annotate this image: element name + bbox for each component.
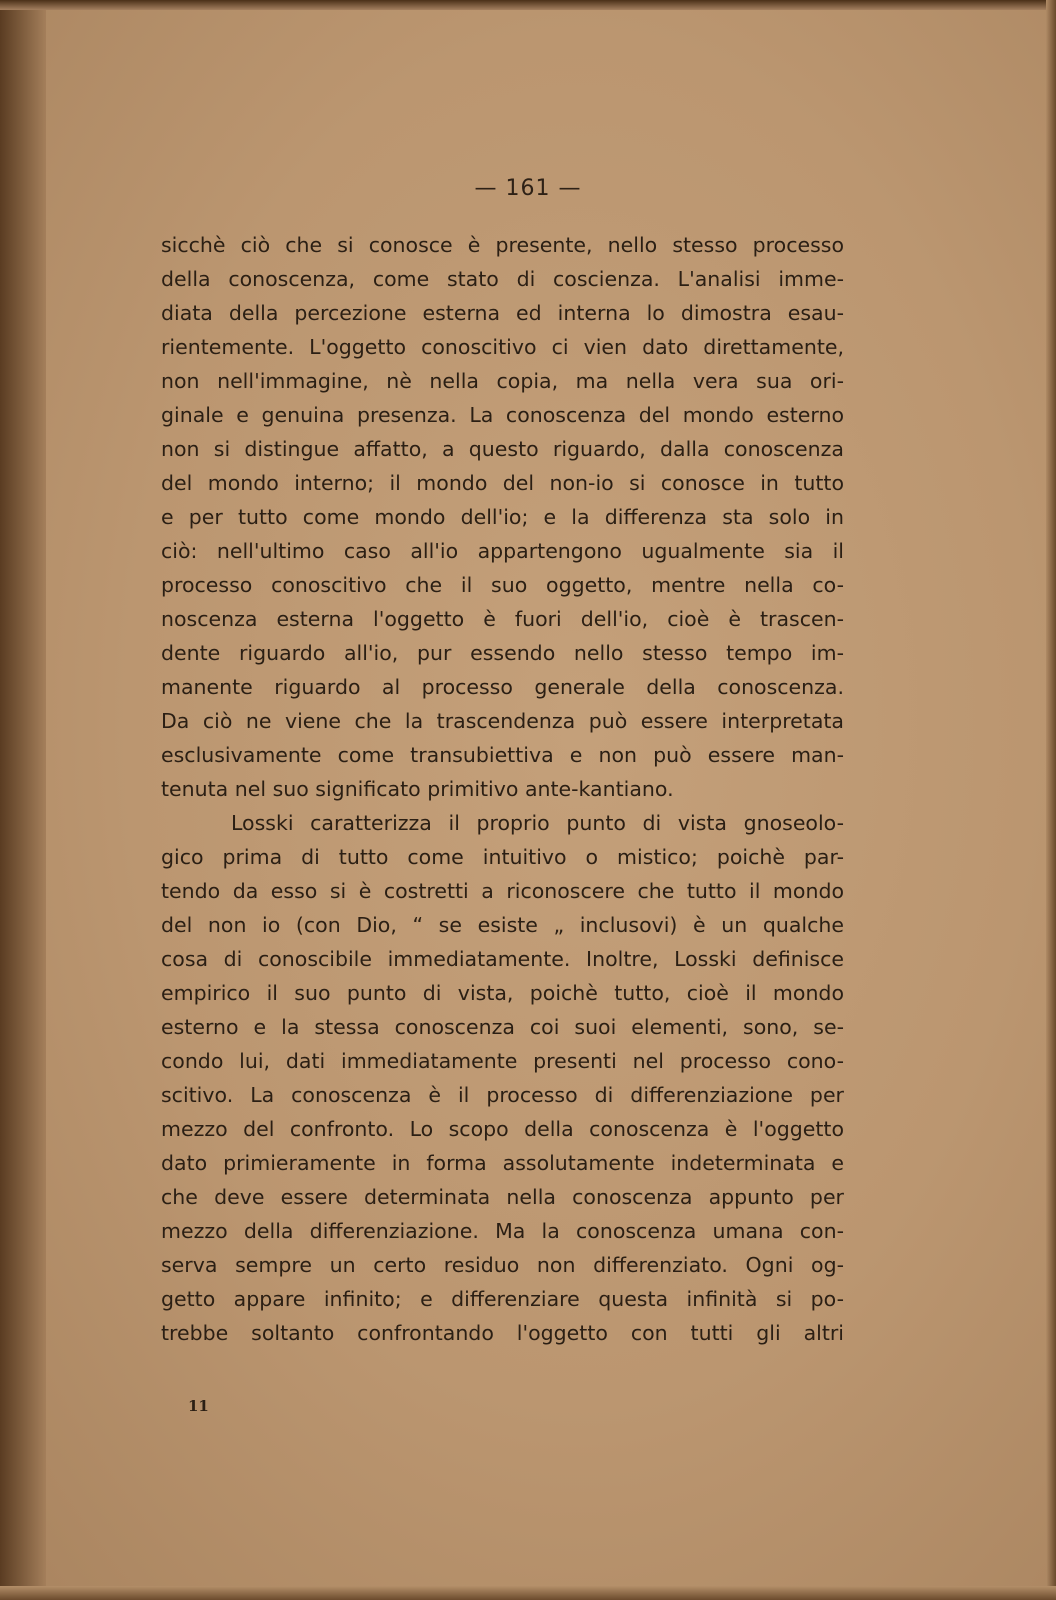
text-line: del mondo interno; il mondo del non-io si conosce in tutto: [161, 471, 844, 495]
page-right-edge: [1046, 0, 1056, 1600]
text-line: esclusivamente come transubiettiva e non può essere man-: [161, 743, 844, 767]
text-line: dente riguardo all'io, pur essendo nello stesso tempo im-: [161, 641, 844, 665]
text-line: non nell'immagine, nè nella copia, ma nella vera sua ori-: [161, 369, 844, 393]
text-line: dato primieramente in forma assolutamente indeterminata e: [161, 1151, 844, 1175]
text-line: rientemente. L'oggetto conoscitivo ci vien dato direttamente,: [161, 335, 844, 359]
text-line: del non io (con Dio, “ se esiste „ inclusovi) è un qualche: [161, 913, 844, 937]
text-line: sicchè ciò che si conosce è presente, nello stesso processo: [161, 233, 844, 257]
text-line: ciò: nell'ultimo caso all'io appartengono ugualmente sia il: [161, 539, 844, 563]
text-line: tenuta nel suo significato primitivo ante-kantiano.: [161, 777, 674, 801]
text-line: serva sempre un certo residuo non differenziato. Ogni og-: [161, 1253, 844, 1277]
text-line: manente riguardo al processo generale della conoscenza.: [161, 675, 844, 699]
text-line: esterno e la stessa conoscenza coi suoi elementi, sono, se-: [161, 1015, 844, 1039]
body-text: [161, 228, 844, 1350]
text-line: Losski caratterizza il proprio punto di vista gnoseolo-: [231, 811, 844, 835]
paragraph-1: [161, 228, 844, 806]
text-line: condo lui, dati immediatamente presenti nel processo cono-: [161, 1049, 844, 1073]
text-line: trebbe soltanto confrontando l'oggetto con tutti gli altri: [161, 1321, 844, 1345]
page-bottom-edge: [0, 1586, 1056, 1600]
page-number: — 161 —: [474, 176, 582, 201]
text-line: diata della percezione esterna ed interna lo dimostra esau-: [161, 301, 844, 325]
text-line: ginale e genuina presenza. La conoscenza del mondo esterno: [161, 403, 844, 427]
text-line: Da ciò ne viene che la trascendenza può essere interpretata: [161, 709, 844, 733]
text-line: e per tutto come mondo dell'io; e la differenza sta solo in: [161, 505, 844, 529]
text-line: noscenza esterna l'oggetto è fuori dell'io, cioè è trascen-: [161, 607, 844, 631]
text-line: che deve essere determinata nella conoscenza appunto per: [161, 1185, 844, 1209]
paragraph-2: [161, 806, 844, 1350]
page-top-edge: [0, 0, 1056, 10]
text-line: tendo da esso si è costretti a riconoscere che tutto il mondo: [161, 879, 844, 903]
text-line: mezzo del confronto. Lo scopo della conoscenza è l'oggetto: [161, 1117, 844, 1141]
text-line: getto appare infinito; e differenziare questa infinità si po-: [161, 1287, 844, 1311]
text-line: non si distingue affatto, a questo riguardo, dalla conoscenza: [161, 437, 844, 461]
text-line: mezzo della differenziazione. Ma la conoscenza umana con-: [161, 1219, 844, 1243]
page-binding-edge: [0, 0, 46, 1600]
text-line: della conoscenza, come stato di coscienza. L'analisi imme-: [161, 267, 844, 291]
text-line: gico prima di tutto come intuitivo o mistico; poichè par-: [161, 845, 844, 869]
text-line: cosa di conoscibile immediatamente. Inoltre, Losski definisce: [161, 947, 844, 971]
text-line: empirico il suo punto di vista, poichè tutto, cioè il mondo: [161, 981, 844, 1005]
text-line: processo conoscitivo che il suo oggetto, mentre nella co-: [161, 573, 844, 597]
signature-mark: 11: [188, 1397, 209, 1415]
text-line: scitivo. La conoscenza è il processo di differenziazione per: [161, 1083, 844, 1107]
